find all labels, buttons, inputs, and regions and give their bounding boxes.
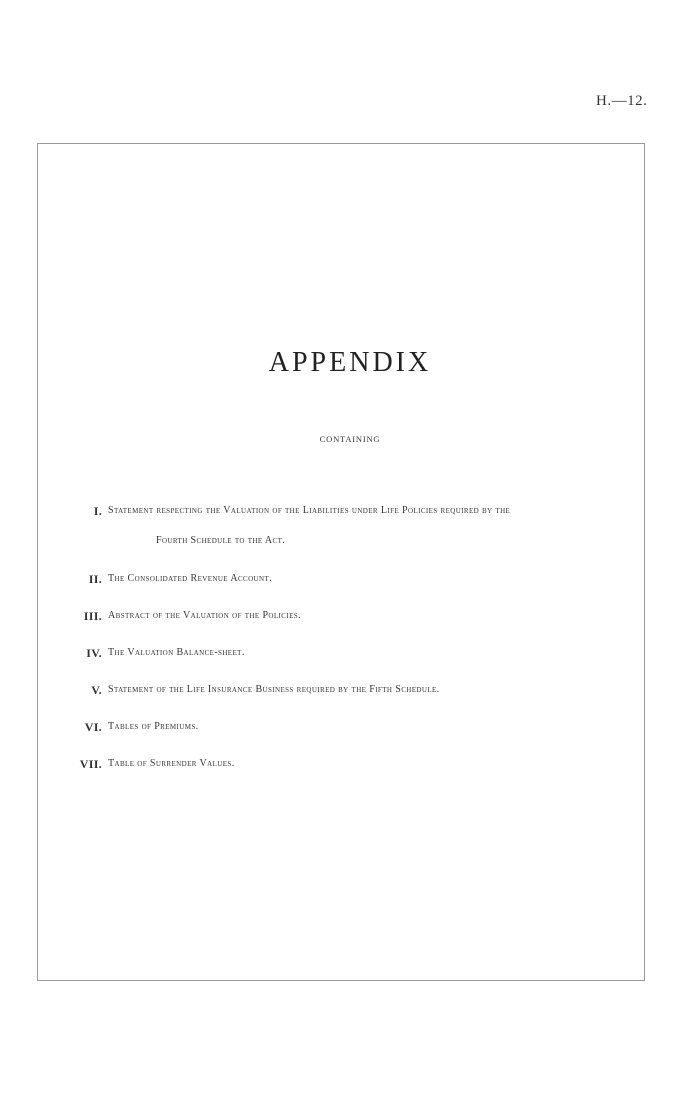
item-numeral: III. <box>83 609 102 623</box>
contents-item <box>62 647 622 662</box>
item-text: Tables of Premiums. <box>108 721 199 732</box>
item-numeral: II. <box>88 572 102 586</box>
contents-list <box>62 505 622 773</box>
contents-item-continuation <box>62 535 622 550</box>
item-text: Statement respecting the Valuation of the Liabilities under Life Policies required by the <box>108 505 511 516</box>
contents-item <box>62 758 622 773</box>
contents-item <box>62 573 622 588</box>
item-numeral: VII. <box>79 757 102 771</box>
page-reference: H.—12. <box>596 93 648 109</box>
appendix-title: APPENDIX <box>268 347 432 378</box>
item-text-continuation: Fourth Schedule to the Act. <box>156 535 286 546</box>
item-numeral: I. <box>93 504 102 518</box>
contents-item <box>62 505 622 520</box>
containing-subtitle: CONTAINING <box>319 434 381 444</box>
item-text: The Valuation Balance-sheet. <box>108 647 245 658</box>
item-text: Statement of the Life Insurance Business required by the Fifth Schedule. <box>108 684 440 695</box>
item-text: Table of Surrender Values. <box>108 758 235 769</box>
item-numeral: V. <box>91 683 102 697</box>
item-numeral: IV. <box>86 646 102 660</box>
contents-item <box>62 610 622 625</box>
contents-item <box>62 721 622 736</box>
item-text: Abstract of the Valuation of the Policies. <box>108 610 301 621</box>
item-text: The Consolidated Revenue Account. <box>108 573 273 584</box>
contents-item <box>62 684 622 699</box>
item-numeral: VI. <box>84 720 102 734</box>
